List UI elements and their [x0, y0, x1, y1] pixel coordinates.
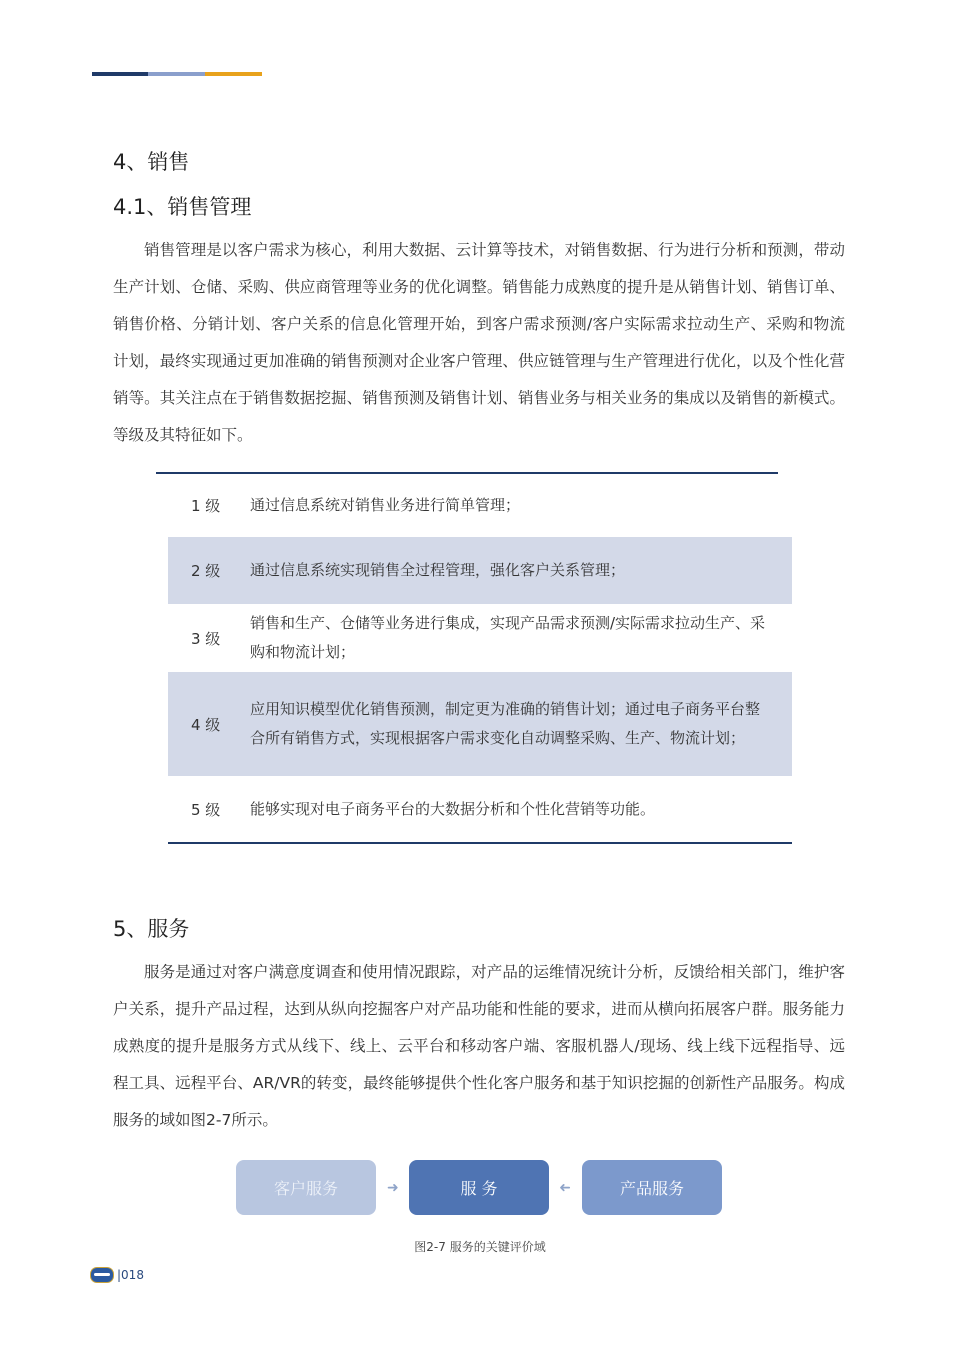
- level-row: [168, 672, 792, 776]
- level-desc: 通过信息系统对销售业务进行简单管理；: [250, 496, 521, 514]
- levels-table: [168, 472, 792, 844]
- accent-bar-mid: [148, 72, 205, 76]
- level-name: 1 级: [191, 497, 221, 515]
- service-domain-diagram: [0, 1160, 960, 1216]
- level-name: 2 级: [191, 562, 221, 580]
- service-box: 服 务: [409, 1160, 549, 1215]
- sales-paragraph: 销售管理是以客户需求为核心，利用大数据、云计算等技术，对销售数据、行为进行分析和预测，带动生产计划、仓储、采购、供应商管理等业务的优化调整。销售能力成熟度的提升是从销售计划、销售订单、销售价格、分销计划、客户关系的信息化管理开始，到客户需求预测/客户实际需求拉动生产、采购和物流计划，最终实现通过更加准确的销售预测对企业客户管理、供应链管理与生产管理进行优化，以及个性化营销等。其关注点在于销售数据挖掘、销售预测及销售计划、销售业务与相关业务的集成以及销售的新模式。等级及其特征如下。: [113, 241, 845, 444]
- level-row: [168, 474, 792, 537]
- service-paragraph: 服务是通过对客户满意度调查和使用情况跟踪，对产品的运维情况统计分析，反馈给相关部门，维护客户关系，提升产品过程，达到从纵向挖掘客户对产品功能和性能的要求，进而从横向拓展客户群。服务能力成熟度的提升是服务方式从线下、线上、云平台和移动客户端、客服机器人/现场、线上线下远程指导、远程工具、远程平台、AR/VR的转变，最终能够提供个性化客户服务和基于知识挖掘的创新性产品服务。构成服务的域如图2-7所示。: [113, 963, 845, 1129]
- page-number: |018: [117, 1268, 144, 1282]
- table-bottom-rule: [168, 842, 792, 844]
- level-name: 4 级: [191, 715, 221, 734]
- level-row: [168, 776, 792, 842]
- figure-caption: 图2-7 服务的关键评价域: [414, 1240, 546, 1254]
- header-accent-bar: [92, 72, 262, 76]
- product-service-box: 产品服务: [582, 1160, 722, 1215]
- accent-bar-dark: [92, 72, 148, 76]
- level-name: 3 级: [191, 629, 221, 648]
- arrow-right-icon: ➜: [387, 1180, 399, 1196]
- customer-service-box: 客户服务: [236, 1160, 376, 1215]
- level-row: [168, 604, 792, 672]
- level-row: [168, 537, 792, 604]
- section-4-title: 4、销售: [113, 150, 190, 174]
- level-desc: 通过信息系统实现销售全过程管理，强化客户关系管理；: [250, 561, 626, 579]
- page-footer: [90, 1267, 144, 1283]
- level-desc: 应用知识模型优化销售预测，制定更为准确的销售计划；通过电子商务平台整合所有销售方式，实现根据客户需求变化自动调整采购、生产、物流计划；: [250, 700, 761, 747]
- level-desc: 能够实现对电子商务平台的大数据分析和个性化营销等功能。: [250, 799, 656, 818]
- section-4-1-title: 4.1、销售管理: [113, 195, 252, 219]
- accent-bar-gold: [205, 72, 262, 76]
- logo-icon: [90, 1267, 114, 1283]
- level-desc: 销售和生产、仓储等业务进行集成，实现产品需求预测/实际需求拉动生产、采购和物流计划；: [250, 614, 766, 661]
- section-5-title: 5、服务: [113, 917, 190, 941]
- level-name: 5 级: [191, 800, 221, 819]
- arrow-left-icon: ➜: [559, 1180, 571, 1196]
